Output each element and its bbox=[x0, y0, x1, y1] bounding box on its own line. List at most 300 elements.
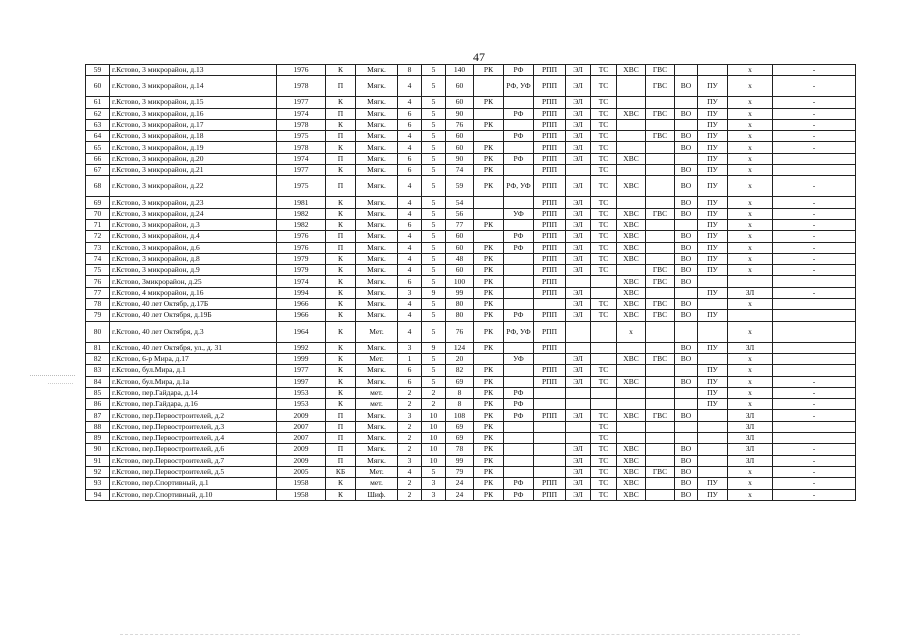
el-cell bbox=[566, 421, 591, 432]
wall-material-cell: П bbox=[326, 421, 356, 432]
gvs-cell: ГВС bbox=[646, 353, 675, 364]
el-cell: ЭЛ bbox=[566, 65, 591, 76]
roof-type-cell: Мягк. bbox=[356, 208, 398, 219]
dash-cell: - bbox=[773, 376, 856, 387]
row-number-cell: 88 bbox=[86, 421, 110, 432]
table-row bbox=[86, 97, 856, 108]
table-row bbox=[86, 489, 856, 500]
roof-type-cell: Мет. bbox=[356, 353, 398, 364]
rf-cell bbox=[504, 365, 534, 376]
apartments-cell: 24 bbox=[446, 478, 474, 489]
address-cell: г.Кстово, 3 микрорайон, д.21 bbox=[110, 165, 277, 176]
entrances-cell: 6 bbox=[398, 376, 422, 387]
dash-cell: - bbox=[773, 242, 856, 253]
entrances-cell: 2 bbox=[398, 478, 422, 489]
ts-cell: ТС bbox=[591, 365, 617, 376]
vo-cell: ВО bbox=[675, 165, 698, 176]
rk-cell bbox=[474, 231, 504, 242]
table-row bbox=[86, 399, 856, 410]
x-cell: х bbox=[728, 65, 773, 76]
dash-cell: - bbox=[773, 466, 856, 477]
roof-type-cell: Мягк. bbox=[356, 287, 398, 298]
entrances-cell: 1 bbox=[398, 353, 422, 364]
vo-cell: ВО bbox=[675, 466, 698, 477]
rpp-cell bbox=[534, 387, 566, 398]
gvs-cell bbox=[646, 321, 675, 342]
table-row bbox=[86, 153, 856, 164]
pu-cell bbox=[698, 321, 728, 342]
hvs-cell bbox=[617, 197, 646, 208]
vo-cell: ВО bbox=[675, 444, 698, 455]
row-number-cell: 68 bbox=[86, 176, 110, 197]
entrances-cell: 2 bbox=[398, 387, 422, 398]
hvs-cell: ХВС bbox=[617, 242, 646, 253]
x-cell: х bbox=[728, 489, 773, 500]
gvs-cell bbox=[646, 231, 675, 242]
floors-cell: 3 bbox=[422, 478, 446, 489]
vo-cell bbox=[675, 287, 698, 298]
rf-cell bbox=[504, 433, 534, 444]
ts-cell: ТС bbox=[591, 265, 617, 276]
rpp-cell: РПП bbox=[534, 65, 566, 76]
rpp-cell: РПП bbox=[534, 119, 566, 130]
vo-cell: ВО bbox=[675, 489, 698, 500]
row-number-cell: 71 bbox=[86, 219, 110, 230]
address-cell: г.Кстово, пер.Первостроителей, д.3 bbox=[110, 421, 277, 432]
row-number-cell: 75 bbox=[86, 265, 110, 276]
row-number-cell: 86 bbox=[86, 399, 110, 410]
floors-cell: 5 bbox=[422, 353, 446, 364]
hvs-cell: ХВС bbox=[617, 466, 646, 477]
floors-cell: 5 bbox=[422, 265, 446, 276]
roof-type-cell: Мет. bbox=[356, 466, 398, 477]
rpp-cell: РПП bbox=[534, 287, 566, 298]
floors-cell: 2 bbox=[422, 399, 446, 410]
apartments-cell: 69 bbox=[446, 376, 474, 387]
row-number-cell: 78 bbox=[86, 299, 110, 310]
gvs-cell bbox=[646, 219, 675, 230]
roof-type-cell: Мягк. bbox=[356, 444, 398, 455]
entrances-cell: 2 bbox=[398, 421, 422, 432]
el-cell: ЭЛ bbox=[566, 208, 591, 219]
entrances-cell: 4 bbox=[398, 131, 422, 142]
gvs-cell bbox=[646, 176, 675, 197]
rf-cell: РФ bbox=[504, 65, 534, 76]
x-cell: х bbox=[728, 387, 773, 398]
rf-cell: РФ bbox=[504, 242, 534, 253]
rf-cell bbox=[504, 287, 534, 298]
ts-cell: ТС bbox=[591, 176, 617, 197]
year-cell: 1958 bbox=[277, 478, 326, 489]
vo-cell bbox=[675, 387, 698, 398]
rf-cell bbox=[504, 299, 534, 310]
hvs-cell: ХВС bbox=[617, 410, 646, 421]
vo-cell bbox=[675, 433, 698, 444]
floors-cell: 5 bbox=[422, 219, 446, 230]
wall-material-cell: К bbox=[326, 310, 356, 321]
hvs-cell bbox=[617, 142, 646, 153]
table-row bbox=[86, 421, 856, 432]
pu-cell: ПУ bbox=[698, 253, 728, 264]
hvs-cell: ХВС bbox=[617, 253, 646, 264]
apartments-cell: 60 bbox=[446, 265, 474, 276]
rf-cell: РФ bbox=[504, 410, 534, 421]
roof-type-cell: Мягк. bbox=[356, 410, 398, 421]
table-row bbox=[86, 433, 856, 444]
wall-material-cell: П bbox=[326, 76, 356, 97]
entrances-cell: 2 bbox=[398, 444, 422, 455]
el-cell bbox=[566, 321, 591, 342]
hvs-cell bbox=[617, 421, 646, 432]
rf-cell bbox=[504, 376, 534, 387]
roof-type-cell: Мягк. bbox=[356, 131, 398, 142]
row-number-cell: 81 bbox=[86, 342, 110, 353]
dash-cell bbox=[773, 342, 856, 353]
apartments-cell: 60 bbox=[446, 242, 474, 253]
year-cell: 1977 bbox=[277, 165, 326, 176]
address-cell: г.Кстово, 3 микрорайон, д.22 bbox=[110, 176, 277, 197]
vo-cell bbox=[675, 421, 698, 432]
apartments-cell: 99 bbox=[446, 287, 474, 298]
hvs-cell bbox=[617, 76, 646, 97]
year-cell: 1997 bbox=[277, 376, 326, 387]
ts-cell bbox=[591, 342, 617, 353]
address-cell: г.Кстово, 3 микрорайон, д.20 bbox=[110, 153, 277, 164]
vo-cell: ВО bbox=[675, 208, 698, 219]
pu-cell: ПУ bbox=[698, 165, 728, 176]
dash-cell bbox=[773, 433, 856, 444]
pu-cell: ПУ bbox=[698, 97, 728, 108]
address-cell: г.Кстово, 3 микрорайон, д.8 bbox=[110, 253, 277, 264]
pu-cell: ПУ bbox=[698, 176, 728, 197]
el-cell: ЭЛ bbox=[566, 97, 591, 108]
pu-cell: ПУ bbox=[698, 208, 728, 219]
table-row bbox=[86, 165, 856, 176]
gvs-cell: ГВС bbox=[646, 208, 675, 219]
year-cell: 1982 bbox=[277, 208, 326, 219]
el-cell: ЭЛ bbox=[566, 153, 591, 164]
x-cell: х bbox=[728, 76, 773, 97]
ts-cell: ТС bbox=[591, 197, 617, 208]
dash-cell: - bbox=[773, 287, 856, 298]
gvs-cell: ГВС bbox=[646, 76, 675, 97]
address-cell: г.Кстово, пер.Первостроителей, д.5 bbox=[110, 466, 277, 477]
floors-cell: 5 bbox=[422, 310, 446, 321]
vo-cell bbox=[675, 399, 698, 410]
ts-cell: ТС bbox=[591, 299, 617, 310]
pu-cell: ПУ bbox=[698, 76, 728, 97]
apartments-cell: 56 bbox=[446, 208, 474, 219]
rk-cell: РК bbox=[474, 287, 504, 298]
address-cell: г.Кстово, пер.Спортивный, д.1 bbox=[110, 478, 277, 489]
entrances-cell: 6 bbox=[398, 153, 422, 164]
roof-type-cell: мет. bbox=[356, 478, 398, 489]
row-number-cell: 83 bbox=[86, 365, 110, 376]
x-cell: х bbox=[728, 376, 773, 387]
table-row bbox=[86, 197, 856, 208]
apartments-cell: 8 bbox=[446, 387, 474, 398]
year-cell: 1958 bbox=[277, 489, 326, 500]
gvs-cell bbox=[646, 153, 675, 164]
roof-type-cell: Мягк. bbox=[356, 276, 398, 287]
year-cell: 1974 bbox=[277, 108, 326, 119]
rpp-cell: РПП bbox=[534, 376, 566, 387]
row-number-cell: 66 bbox=[86, 153, 110, 164]
row-number-cell: 74 bbox=[86, 253, 110, 264]
rpp-cell: РПП bbox=[534, 242, 566, 253]
x-cell: х bbox=[728, 253, 773, 264]
rk-cell: РК bbox=[474, 321, 504, 342]
pu-cell bbox=[698, 444, 728, 455]
wall-material-cell: К bbox=[326, 65, 356, 76]
address-cell: г.Кстово, 3 микрорайон, д.15 bbox=[110, 97, 277, 108]
page-number: 47 bbox=[473, 50, 485, 64]
roof-type-cell: Мягк. bbox=[356, 365, 398, 376]
rpp-cell bbox=[534, 444, 566, 455]
apartments-cell: 76 bbox=[446, 321, 474, 342]
x-cell: х bbox=[728, 321, 773, 342]
apartments-cell: 79 bbox=[446, 466, 474, 477]
ts-cell bbox=[591, 353, 617, 364]
ts-cell: ТС bbox=[591, 455, 617, 466]
roof-type-cell: Мягк. bbox=[356, 97, 398, 108]
ts-cell: ТС bbox=[591, 242, 617, 253]
pu-cell: ПУ bbox=[698, 119, 728, 130]
roof-type-cell: мет. bbox=[356, 399, 398, 410]
el-cell: ЭЛ bbox=[566, 287, 591, 298]
x-cell: х bbox=[728, 153, 773, 164]
wall-material-cell: К bbox=[326, 97, 356, 108]
vo-cell: ВО bbox=[675, 455, 698, 466]
year-cell: 1975 bbox=[277, 131, 326, 142]
dash-cell: - bbox=[773, 387, 856, 398]
rpp-cell: РПП bbox=[534, 321, 566, 342]
entrances-cell: 3 bbox=[398, 342, 422, 353]
table-row bbox=[86, 387, 856, 398]
rk-cell bbox=[474, 108, 504, 119]
table-row bbox=[86, 276, 856, 287]
x-cell bbox=[728, 310, 773, 321]
entrances-cell: 3 bbox=[398, 455, 422, 466]
rpp-cell bbox=[534, 433, 566, 444]
hvs-cell bbox=[617, 131, 646, 142]
roof-type-cell: Шиф. bbox=[356, 489, 398, 500]
rpp-cell bbox=[534, 399, 566, 410]
apartments-cell: 99 bbox=[446, 455, 474, 466]
el-cell: ЭЛ bbox=[566, 142, 591, 153]
hvs-cell bbox=[617, 387, 646, 398]
dash-cell: - bbox=[773, 219, 856, 230]
address-cell: г.Кстово, пер.Первостроителей, д.4 bbox=[110, 433, 277, 444]
address-cell: г.Кстово, пер.Гайдара, д.16 bbox=[110, 399, 277, 410]
rk-cell: РК bbox=[474, 466, 504, 477]
hvs-cell bbox=[617, 433, 646, 444]
pu-cell: ПУ bbox=[698, 197, 728, 208]
wall-material-cell: П bbox=[326, 176, 356, 197]
table-row bbox=[86, 342, 856, 353]
hvs-cell: ХВС bbox=[617, 444, 646, 455]
year-cell: 1979 bbox=[277, 265, 326, 276]
row-number-cell: 59 bbox=[86, 65, 110, 76]
floors-cell: 5 bbox=[422, 131, 446, 142]
rf-cell: РФ bbox=[504, 310, 534, 321]
roof-type-cell: Мягк. bbox=[356, 265, 398, 276]
entrances-cell: 3 bbox=[398, 287, 422, 298]
rk-cell: РК bbox=[474, 219, 504, 230]
el-cell: ЭЛ bbox=[566, 466, 591, 477]
wall-material-cell: П bbox=[326, 231, 356, 242]
margin-mark bbox=[48, 383, 73, 384]
entrances-cell: 2 bbox=[398, 399, 422, 410]
year-cell: 1982 bbox=[277, 219, 326, 230]
entrances-cell: 4 bbox=[398, 321, 422, 342]
hvs-cell: ХВС bbox=[617, 176, 646, 197]
apartments-cell: 8 bbox=[446, 399, 474, 410]
address-cell: г.Кстово, 3 микрорайон, д.23 bbox=[110, 197, 277, 208]
table-row bbox=[86, 242, 856, 253]
rk-cell: РК bbox=[474, 310, 504, 321]
apartments-cell: 78 bbox=[446, 444, 474, 455]
address-cell: г.Кстово, 3 микрорайон, д.4 bbox=[110, 231, 277, 242]
table-row bbox=[86, 478, 856, 489]
el-cell: ЭЛ bbox=[566, 299, 591, 310]
hvs-cell: ХВС bbox=[617, 489, 646, 500]
vo-cell: ВО bbox=[675, 131, 698, 142]
address-cell: г.Кстово, 3 микрорайон, д.19 bbox=[110, 142, 277, 153]
rpp-cell: РПП bbox=[534, 131, 566, 142]
year-cell: 1981 bbox=[277, 197, 326, 208]
x-cell: х bbox=[728, 265, 773, 276]
year-cell: 2009 bbox=[277, 455, 326, 466]
hvs-cell: ХВС bbox=[617, 276, 646, 287]
ts-cell: ТС bbox=[591, 65, 617, 76]
pu-cell: ПУ bbox=[698, 489, 728, 500]
vo-cell: ВО bbox=[675, 231, 698, 242]
floors-cell: 5 bbox=[422, 119, 446, 130]
rf-cell bbox=[504, 119, 534, 130]
entrances-cell: 4 bbox=[398, 231, 422, 242]
ts-cell: ТС bbox=[591, 478, 617, 489]
rpp-cell bbox=[534, 353, 566, 364]
ts-cell bbox=[591, 287, 617, 298]
year-cell: 1976 bbox=[277, 65, 326, 76]
gvs-cell: ГВС bbox=[646, 265, 675, 276]
year-cell: 1966 bbox=[277, 310, 326, 321]
dash-cell: - bbox=[773, 108, 856, 119]
el-cell: ЭЛ bbox=[566, 410, 591, 421]
gvs-cell bbox=[646, 376, 675, 387]
dash-cell bbox=[773, 321, 856, 342]
dash-cell: - bbox=[773, 489, 856, 500]
table-row bbox=[86, 131, 856, 142]
roof-type-cell: Мягк. bbox=[356, 242, 398, 253]
hvs-cell: ХВС bbox=[617, 65, 646, 76]
ts-cell: ТС bbox=[591, 253, 617, 264]
wall-material-cell: К bbox=[326, 265, 356, 276]
rf-cell: РФ bbox=[504, 231, 534, 242]
x-cell: х bbox=[728, 365, 773, 376]
vo-cell: ВО bbox=[675, 108, 698, 119]
el-cell bbox=[566, 387, 591, 398]
wall-material-cell: П bbox=[326, 455, 356, 466]
el-cell bbox=[566, 433, 591, 444]
vo-cell bbox=[675, 219, 698, 230]
apartments-cell: 90 bbox=[446, 153, 474, 164]
dash-cell bbox=[773, 165, 856, 176]
dash-cell: - bbox=[773, 142, 856, 153]
hvs-cell: ХВС bbox=[617, 299, 646, 310]
gvs-cell bbox=[646, 119, 675, 130]
row-number-cell: 65 bbox=[86, 142, 110, 153]
wall-material-cell: К bbox=[326, 376, 356, 387]
floors-cell: 5 bbox=[422, 376, 446, 387]
wall-material-cell: К bbox=[326, 321, 356, 342]
entrances-cell: 4 bbox=[398, 299, 422, 310]
rk-cell: РК bbox=[474, 176, 504, 197]
pu-cell: ПУ bbox=[698, 142, 728, 153]
entrances-cell: 4 bbox=[398, 197, 422, 208]
entrances-cell: 4 bbox=[398, 208, 422, 219]
el-cell: ЭЛ bbox=[566, 76, 591, 97]
table-row bbox=[86, 466, 856, 477]
ts-cell: ТС bbox=[591, 208, 617, 219]
year-cell: 1953 bbox=[277, 387, 326, 398]
entrances-cell: 4 bbox=[398, 142, 422, 153]
wall-material-cell: К bbox=[326, 353, 356, 364]
floors-cell: 5 bbox=[422, 65, 446, 76]
ts-cell bbox=[591, 399, 617, 410]
wall-material-cell: К bbox=[326, 478, 356, 489]
entrances-cell: 6 bbox=[398, 108, 422, 119]
gvs-cell bbox=[646, 489, 675, 500]
rk-cell: РК bbox=[474, 376, 504, 387]
floors-cell: 9 bbox=[422, 342, 446, 353]
dash-cell bbox=[773, 310, 856, 321]
wall-material-cell: К bbox=[326, 365, 356, 376]
pu-cell: ПУ bbox=[698, 399, 728, 410]
x-cell: х bbox=[728, 299, 773, 310]
apartments-cell: 82 bbox=[446, 365, 474, 376]
address-cell: г.Кстово, 40 лет Октября, д.19Б bbox=[110, 310, 277, 321]
rpp-cell: РПП bbox=[534, 153, 566, 164]
row-number-cell: 63 bbox=[86, 119, 110, 130]
vo-cell: ВО bbox=[675, 376, 698, 387]
apartments-cell: 48 bbox=[446, 253, 474, 264]
rk-cell: РК bbox=[474, 455, 504, 466]
apartments-cell: 60 bbox=[446, 231, 474, 242]
x-cell: х bbox=[728, 165, 773, 176]
x-cell: х bbox=[728, 242, 773, 253]
entrances-cell: 4 bbox=[398, 253, 422, 264]
gvs-cell: ГВС bbox=[646, 108, 675, 119]
gvs-cell bbox=[646, 287, 675, 298]
address-cell: г.Кстово, 6-р Мира, д.17 bbox=[110, 353, 277, 364]
wall-material-cell: К bbox=[326, 219, 356, 230]
ts-cell: ТС bbox=[591, 142, 617, 153]
rk-cell: РК bbox=[474, 478, 504, 489]
floors-cell: 10 bbox=[422, 455, 446, 466]
vo-cell: ВО bbox=[675, 197, 698, 208]
wall-material-cell: К bbox=[326, 276, 356, 287]
row-number-cell: 64 bbox=[86, 131, 110, 142]
rf-cell: РФ, УФ bbox=[504, 176, 534, 197]
rpp-cell: РПП bbox=[534, 410, 566, 421]
year-cell: 2005 bbox=[277, 466, 326, 477]
address-cell: г.Кстово, 40 лет Октября, ул., д. 31 bbox=[110, 342, 277, 353]
rpp-cell: РПП bbox=[534, 276, 566, 287]
pu-cell bbox=[698, 276, 728, 287]
el-cell: ЭЛ bbox=[566, 478, 591, 489]
